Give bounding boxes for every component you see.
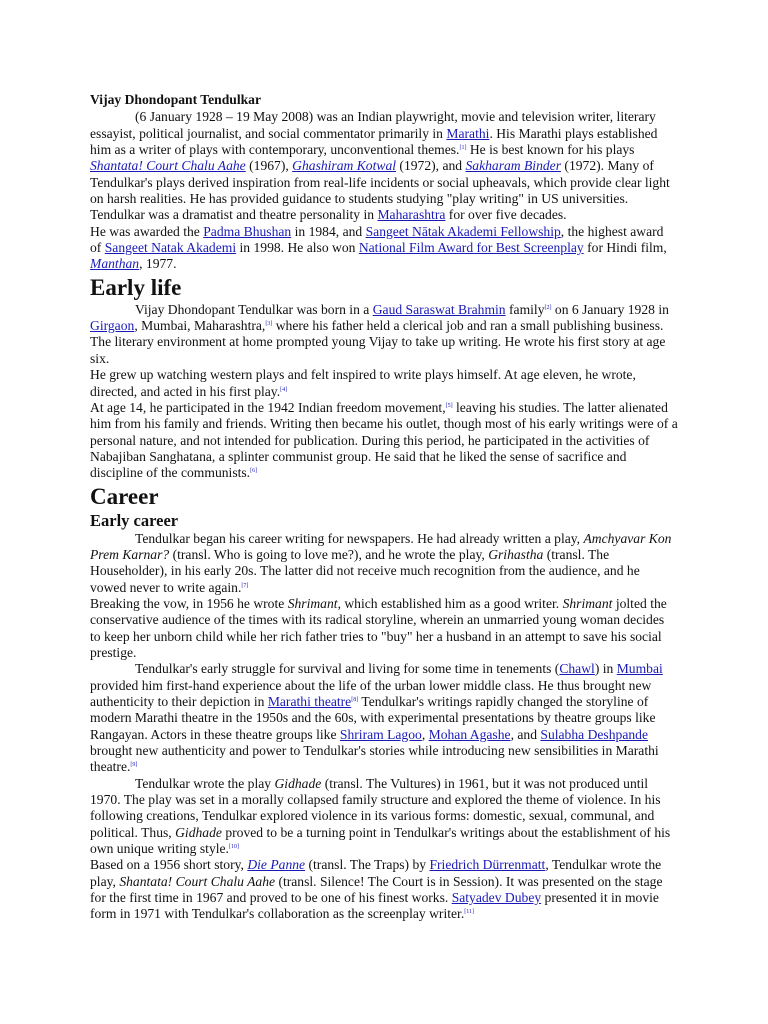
heading-early-career: Early career	[90, 510, 179, 530]
play-title: Amchyavar Kon Prem Karnar?	[90, 530, 672, 562]
text: (transl. The Vultures) in 1961, but it was not produced until 1970. The play was set in a morally collapsed family structure and explored the theme of violence. In his following creations, Tendulkar explored violence in its various forms: domestic, sexual, communal, and political. Thus,	[90, 775, 661, 840]
play-title: Gidhade	[175, 824, 222, 840]
link-shantata-court-chalu-aahe[interactable]: Shantata! Court Chalu Aahe	[90, 158, 246, 174]
link-sulabha-deshpande[interactable]: Sulabha Deshpande	[540, 726, 648, 742]
text: , which established him as a good writer.	[337, 595, 563, 611]
text: , the highest award of	[90, 223, 664, 256]
citation-6[interactable]: [6]	[250, 468, 258, 475]
text: (transl. Who is going to love me?), and he wrote the play,	[169, 546, 489, 562]
intro-paragraph-1	[90, 109, 678, 223]
text: leaving his studies. The latter alienated him from his family and friends. Writing then became his outlet, though most of his early writings were of a personal nature, and not intended for publication. During this period, he participated in the activities of Nabajiban Sanghatana, a splinter communist group. He said that he liked the sense of sacrifice and discipline of the communists.	[90, 399, 678, 481]
citation-9[interactable]: [9]	[130, 762, 138, 769]
early-life-paragraph-3	[90, 400, 678, 482]
text: , and	[510, 726, 541, 742]
link-national-film-award[interactable]: National Film Award for Best Screenplay	[358, 240, 584, 256]
career-paragraph-4	[90, 776, 678, 858]
text: ,	[421, 726, 429, 742]
text: provided him first-hand experience about the life of the urban lower middle class. He thus brought new authenticity to their depiction in	[90, 677, 652, 709]
text: , Mumbai, Maharashtra,	[134, 318, 266, 334]
text: (transl. The Householder), in his early 20s. The latter did not receive much recognition from the audience, and he vowed never to write again.	[90, 546, 640, 595]
citation-10[interactable]: [10]	[228, 844, 239, 851]
text: Based on a 1956 short story,	[90, 857, 248, 873]
link-sangeet-natak-akademi[interactable]: Sangeet Natak Akademi	[104, 240, 237, 256]
link-die-panne[interactable]: Die Panne	[247, 857, 306, 873]
link-marathi[interactable]: Marathi	[446, 125, 490, 141]
play-title: Shantata! Court Chalu Aahe	[119, 873, 276, 889]
link-friedrich-durrenmatt[interactable]: Friedrich Dürrenmatt	[429, 857, 546, 873]
link-manthan[interactable]: Manthan	[90, 256, 140, 272]
citation-4[interactable]: [4]	[280, 386, 288, 393]
text: , 1977.	[139, 256, 177, 272]
career-paragraph-1	[90, 531, 678, 596]
citation-7[interactable]: [7]	[241, 582, 249, 589]
citation-8[interactable]: [8]	[351, 697, 359, 703]
text: Vijay Dhondopant Tendulkar was born in a	[135, 301, 373, 317]
text: , Tendulkar wrote the play,	[90, 857, 662, 889]
link-ghashiram-kotwal[interactable]: Ghashiram Kotwal	[292, 158, 397, 174]
text: in 1998. He also won	[236, 240, 359, 256]
text: . His Marathi plays established him as a writer of plays with contemporary, unconventional themes.	[90, 125, 658, 158]
text: (6 January 1928 – 19 May 2008) was an Indian playwright, movie and television writer, literary essayist, political journalist, and social commentator primarily in	[90, 109, 656, 141]
link-girgaon[interactable]: Girgaon	[90, 318, 135, 334]
link-marathi-theatre[interactable]: Marathi theatre	[267, 694, 352, 709]
citation-1[interactable]: [1]	[459, 145, 467, 152]
text: for Hindi film,	[583, 240, 667, 256]
text: brought new authenticity and power to Tendulkar's stories while introducing new sensibilities in Marathi theatre.	[90, 743, 659, 775]
link-padma-bhushan[interactable]: Padma Bhushan	[203, 223, 292, 239]
text: He is best known for his plays	[466, 142, 635, 158]
text: At age 14, he participated in the 1942 Indian freedom movement,	[90, 399, 446, 415]
link-sangeet-natak-akademi-fellowship[interactable]: Sangeet Nātak Akademi Fellowship	[365, 223, 561, 239]
text: for over five decades.	[445, 207, 567, 223]
text: (1972), and	[396, 158, 466, 174]
text: (1967),	[245, 158, 293, 174]
link-mohan-agashe[interactable]: Mohan Agashe	[428, 726, 511, 742]
text: presented it in movie form in 1971 with Tendulkar's collaboration as the screenplay writer.	[90, 890, 659, 922]
citation-5[interactable]: [5]	[445, 402, 453, 409]
early-life-paragraph-1	[90, 302, 678, 367]
text: Tendulkar began his career writing for newspapers. He had already written a play,	[135, 530, 584, 546]
text: (transl. Silence! The Court is in Session). It was presented on the stage for the first time in 1967 and proved to be one of his finest works.	[90, 873, 663, 906]
career-paragraph-2	[90, 596, 678, 661]
text: He was awarded the	[90, 223, 204, 239]
play-title: Gidhade	[274, 775, 322, 791]
link-mumbai[interactable]: Mumbai	[616, 661, 663, 677]
career-paragraph-3	[90, 661, 678, 775]
text: ) in	[594, 661, 617, 677]
text: (transl. The Traps) by	[305, 857, 430, 873]
text: Tendulkar's early struggle for survival and living for some time in tenements (	[135, 661, 560, 677]
play-title: Shrimant	[287, 595, 338, 611]
link-gaud-saraswat-brahmin[interactable]: Gaud Saraswat Brahmin	[372, 301, 506, 317]
text: proved to be a turning point in Tendulkar's writings about the establishment of his own unique writing style.	[90, 824, 671, 857]
text: in 1984, and	[291, 223, 366, 239]
citation-3[interactable]: [3]	[265, 321, 273, 328]
citation-11[interactable]: [11]	[464, 909, 475, 916]
text: jolted the conservative audience of the times with its radical storyline, wherein an unmarried young woman decides to keep her unborn child while her rich father tries to "buy" her a husband in an attempt to save his social prestige.	[90, 595, 667, 660]
text: Tendulkar's writings rapidly changed the storyline of modern Marathi theatre in the 1950s and the 60s, with experimental presentations by theatre groups like Rangayan. Actors in these theatre groups like	[90, 694, 656, 742]
text: Breaking the vow, in 1956 he wrote	[90, 595, 288, 611]
heading-early-life: Early life	[90, 274, 182, 300]
early-life-paragraph-2	[90, 367, 678, 400]
link-maharashtra[interactable]: Maharashtra	[377, 207, 446, 223]
text: (1972). Many of Tendulkar's plays derived inspiration from real-life incidents or social upheavals, which provide clear light on harsh realities. He has provided guidance to students studying "play writing" in US universities. Tendulkar was a dramatist and theatre personality in	[90, 158, 670, 223]
article-title: Vijay Dhondopant Tendulkar	[90, 92, 261, 107]
heading-career: Career	[90, 483, 159, 509]
link-chawl[interactable]: Chawl	[559, 661, 595, 677]
link-satyadev-dubey[interactable]: Satyadev Dubey	[451, 890, 542, 906]
intro-paragraph-2	[90, 224, 678, 273]
text: where his father held a clerical job and ran a small publishing business. The literary environment at home prompted young Vijay to take up writing. He wrote his first story at age six.	[90, 318, 666, 366]
citation-2[interactable]: [2]	[544, 304, 552, 311]
text: family	[505, 301, 545, 317]
play-title: Shrimant	[562, 595, 613, 611]
career-paragraph-5	[90, 857, 678, 922]
text: on 6 January 1928 in	[551, 301, 669, 317]
link-shriram-lagoo[interactable]: Shriram Lagoo	[339, 726, 422, 742]
play-title: Grihastha	[488, 546, 544, 562]
link-sakharam-binder[interactable]: Sakharam Binder	[465, 158, 562, 174]
text: Tendulkar wrote the play	[135, 775, 275, 791]
text: He grew up watching western plays and felt inspired to write plays himself. At age eleven, he wrote, directed, and acted in his first play.	[90, 367, 636, 399]
